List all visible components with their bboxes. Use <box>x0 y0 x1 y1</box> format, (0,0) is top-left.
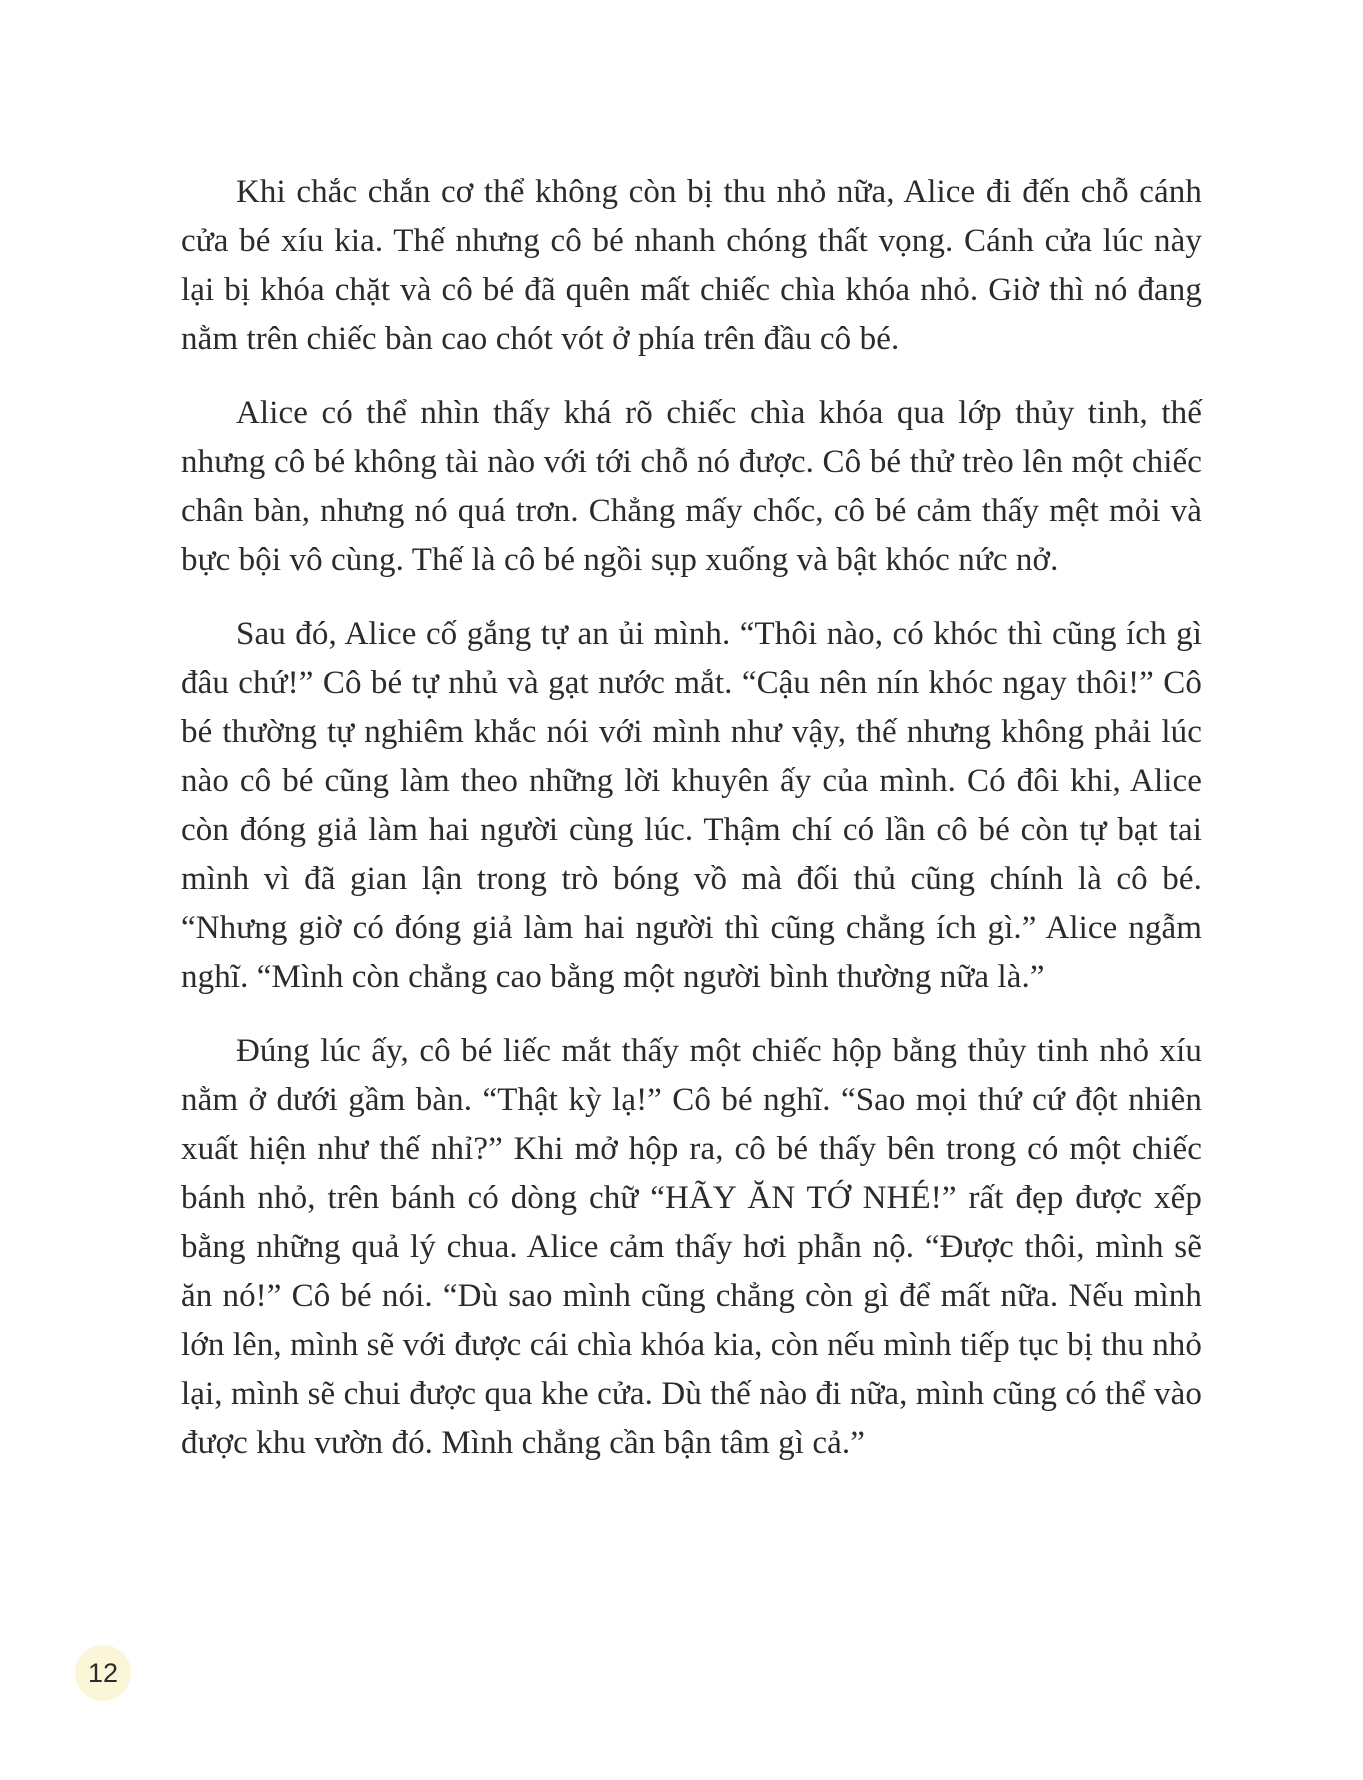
paragraph-3: Sau đó, Alice cố gắng tự an ủi mình. “Thôi nào, có khóc thì cũng ích gì đâu chứ!” Cô bé tự nhủ và gạt nước mắt. “Cậu nên nín khóc ngay thôi!” Cô bé thường tự nghiêm khắc nói với mình như vậy, thế nhưng không phải lúc nào cô bé cũng làm theo những lời khuyên ấy của mình. Có đôi khi, Alice còn đóng giả làm hai người cùng lúc. Thậm chí có lần cô bé còn tự bạt tai mình vì đã gian lận trong trò bóng vồ mà đối thủ cũng chính là cô bé. “Nhưng giờ có đóng giả làm hai người thì cũng chẳng ích gì.” Alice ngẫm nghĩ. “Mình còn chẳng cao bằng một người bình thường nữa là.” <box>181 616 1202 995</box>
paragraph-1: Khi chắc chắn cơ thể không còn bị thu nhỏ nữa, Alice đi đến chỗ cánh cửa bé xíu kia. Thế nhưng cô bé nhanh chóng thất vọng. Cánh cửa lúc này lại bị khóa chặt và cô bé đã quên mất chiếc chìa khóa nhỏ. Giờ thì nó đang nằm trên chiếc bàn cao chót vót ở phía trên đầu cô bé. <box>181 174 1202 357</box>
body-text <box>181 168 1202 1468</box>
paragraph-4: Đúng lúc ấy, cô bé liếc mắt thấy một chiếc hộp bằng thủy tinh nhỏ xíu nằm ở dưới gầm bàn. “Thật kỳ lạ!” Cô bé nghĩ. “Sao mọi thứ cứ đột nhiên xuất hiện như thế nhỉ?” Khi mở hộp ra, cô bé thấy bên trong có một chiếc bánh nhỏ, trên bánh có dòng chữ “HÃY ĂN TỚ NHÉ!” rất đẹp được xếp bằng những quả lý chua. Alice cảm thấy hơi phẫn nộ. “Được thôi, mình sẽ ăn nó!” Cô bé nói. “Dù sao mình cũng chẳng còn gì để mất nữa. Nếu mình lớn lên, mình sẽ với được cái chìa khóa kia, còn nếu mình tiếp tục bị thu nhỏ lại, mình sẽ chui được qua khe cửa. Dù thế nào đi nữa, mình cũng có thể vào được khu vườn đó. Mình chẳng cần bận tâm gì cả.” <box>181 1033 1202 1461</box>
paragraph-2: Alice có thể nhìn thấy khá rõ chiếc chìa khóa qua lớp thủy tinh, thế nhưng cô bé không tài nào với tới chỗ nó được. Cô bé thử trèo lên một chiếc chân bàn, nhưng nó quá trơn. Chẳng mấy chốc, cô bé cảm thấy mệt mỏi và bực bội vô cùng. Thế là cô bé ngồi sụp xuống và bật khóc nức nở. <box>181 395 1202 578</box>
page-number: 12 <box>87 1657 119 1688</box>
page-number-badge <box>75 1645 131 1701</box>
